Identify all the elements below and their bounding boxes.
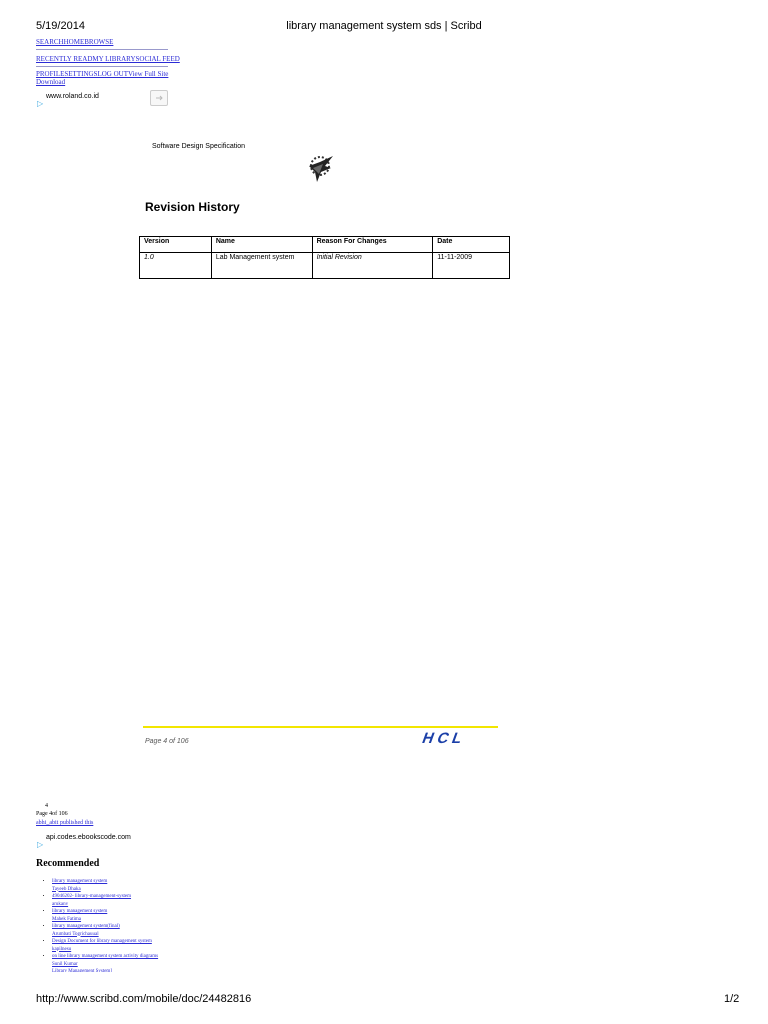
footer-page-number: Page 4 of 106	[145, 738, 189, 745]
rec-title[interactable]: on line library management system activity diagrams	[52, 954, 159, 959]
rec-title[interactable]: Library Management System]	[52, 969, 112, 972]
ad-button-icon[interactable]	[150, 90, 168, 106]
print-title: library management system sds | Scribd	[286, 20, 482, 32]
ad-url-2[interactable]: api.codes.ebookscode.com	[46, 834, 131, 841]
list-item[interactable]	[52, 923, 252, 938]
cell-version: 1.0	[140, 253, 212, 279]
print-page: 1/2	[724, 993, 740, 1005]
rec-title[interactable]: library management system	[52, 879, 108, 884]
section-title: Revision History	[145, 200, 240, 214]
page-of: Page 4of 106	[36, 811, 68, 817]
cell-reason: Initial Revision	[312, 253, 433, 279]
nav-divider	[36, 66, 168, 67]
rec-author[interactable]: Mahek Fatima	[52, 916, 82, 922]
recommended-title: Recommended	[36, 858, 100, 869]
publisher-link[interactable]: abhi_abit published this	[36, 820, 94, 826]
recommended-list	[36, 878, 252, 972]
table-row	[140, 253, 510, 279]
list-item[interactable]	[52, 938, 252, 953]
doc-header-label: Software Design Specification	[152, 143, 245, 150]
nav-recently-read[interactable]: RECENTLY READMY LIBRARYSOCIAL FEED	[36, 55, 180, 63]
print-url: http://www.scribd.com/mobile/doc/24482816	[36, 993, 252, 1005]
cell-date: 11-11-2009	[433, 253, 510, 279]
rec-author[interactable]: Arumbati Togrichauual	[52, 931, 99, 937]
rec-title[interactable]: 49046202- library-management-system	[52, 894, 132, 899]
rec-author[interactable]: kapilnesu	[52, 946, 72, 952]
rec-author[interactable]: Tayeeb Dhaka	[52, 886, 81, 892]
footer-rule	[143, 726, 498, 728]
list-item[interactable]	[52, 878, 252, 893]
nav-divider	[36, 49, 168, 50]
col-header-version: Version	[140, 237, 212, 253]
list-item[interactable]	[52, 968, 252, 972]
col-header-date: Date	[433, 237, 510, 253]
list-item[interactable]	[52, 908, 252, 923]
revision-table	[139, 236, 510, 279]
list-item[interactable]	[52, 953, 252, 968]
col-header-reason: Reason For Changes	[312, 237, 433, 253]
nav-search-home-browse[interactable]: SEARCHHOMEBROWSE	[36, 38, 114, 46]
rec-title[interactable]: library management system	[52, 909, 108, 914]
nav-download[interactable]: Download	[36, 78, 66, 86]
rec-title[interactable]: library management system(final)	[52, 924, 120, 929]
table-header-row	[140, 237, 510, 253]
ad-url[interactable]: www.roland.co.id	[46, 93, 99, 100]
ad-choices-icon-2[interactable]: ▷	[37, 840, 44, 849]
company-emblem-icon	[303, 152, 337, 184]
page-number: 4	[45, 803, 48, 809]
ad-choices-icon[interactable]: ▷	[37, 99, 44, 108]
rec-author[interactable]: Sunil Kumar	[52, 961, 78, 967]
print-date: 5/19/2014	[36, 20, 85, 32]
hcl-logo: HCL	[419, 730, 469, 747]
rec-title[interactable]: Design Document for library management system	[52, 939, 152, 944]
list-item[interactable]	[52, 893, 252, 908]
rec-author[interactable]: arukanv	[52, 901, 69, 907]
col-header-name: Name	[211, 237, 312, 253]
nav-profile-settings[interactable]: PROFILESETTINGSLOG OUTView Full Site	[36, 70, 169, 78]
cell-name: Lab Management system	[211, 253, 312, 279]
